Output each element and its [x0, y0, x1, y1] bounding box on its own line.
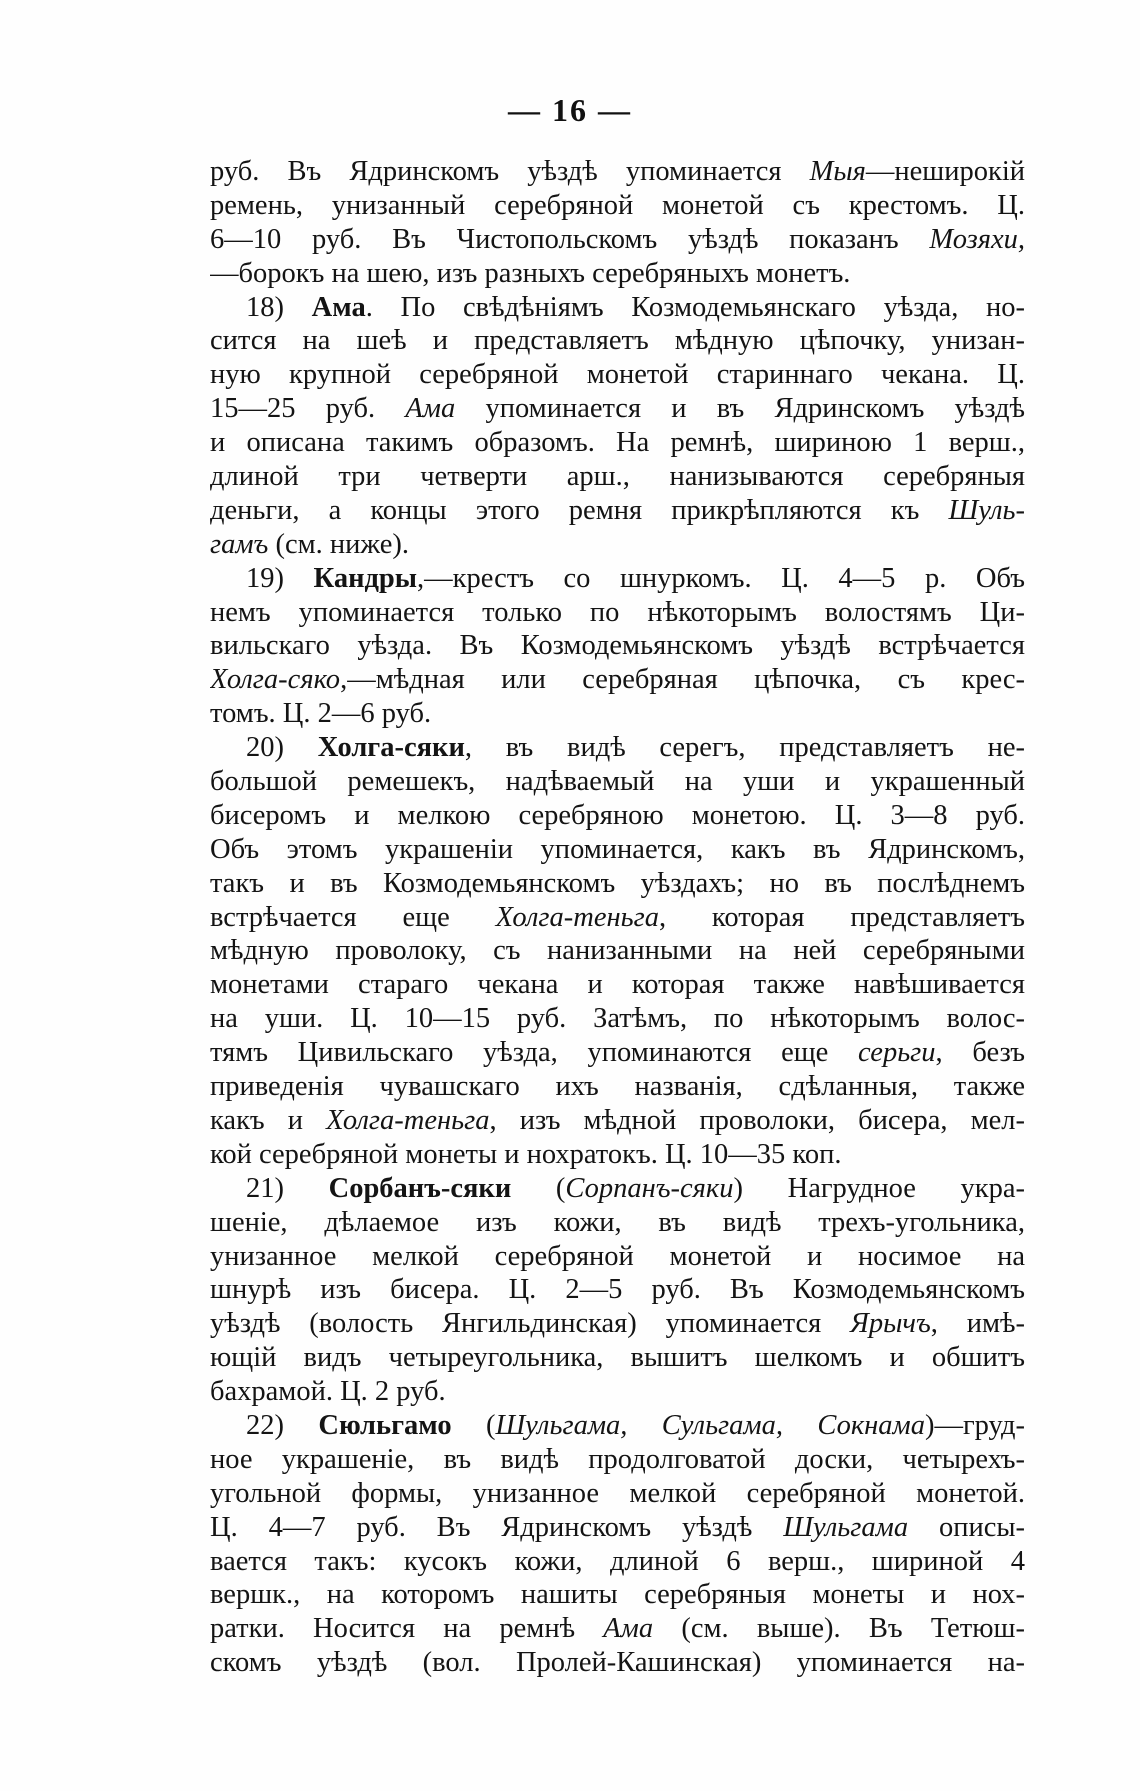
text-run: (	[451, 1409, 496, 1441]
text-line	[210, 1273, 1025, 1307]
text-line	[210, 697, 1025, 731]
text-line	[210, 223, 1025, 257]
text-run: шнурѣ изъ бисера. Ц. 2—5 руб. Въ Козмодемьянскомъ	[210, 1274, 1025, 1306]
text-run: вильскаго уѣзда. Въ Козмодемьянскомъ уѣздѣ встрѣчается	[210, 630, 1025, 662]
text-run: большой ремешекъ, надѣваемый на уши и украшенный	[210, 766, 1025, 798]
text-run: , въ видѣ серегъ, представляетъ не-	[464, 732, 1025, 764]
text-line	[210, 1409, 1025, 1443]
text-run: длиной три четверти арш., нанизываются серебряныя	[210, 461, 1025, 493]
text-line	[210, 528, 1025, 562]
text-run: встрѣчается еще	[210, 901, 496, 933]
text-run: ное украшеніе, въ видѣ продолговатой доски, четырехъ-	[210, 1443, 1025, 1475]
text-line	[210, 799, 1025, 833]
text-run: ) Нагрудное укра-	[733, 1172, 1025, 1204]
text-run: и описана такимъ образомъ. На ремнѣ, шириною 1 верш.,	[210, 427, 1025, 459]
text-line	[210, 1375, 1025, 1409]
text-line	[210, 1206, 1025, 1240]
text-run: сится на шеѣ и представляетъ мѣдную цѣпочку, унизан-	[210, 325, 1025, 357]
text-line	[210, 663, 1025, 697]
text-run: такъ и въ Козмодемьянскомъ уѣздахъ; но въ послѣднемъ	[210, 867, 1025, 899]
text-run: , изъ мѣдной проволоки, бисера, мел-	[489, 1104, 1025, 1136]
italic-term: серьги	[858, 1037, 936, 1069]
text-run: 6—10 руб. Въ Чистопольскомъ уѣздѣ показанъ	[210, 223, 930, 255]
text-run: деньги, а концы этого ремня прикрѣпляются къ	[210, 494, 949, 526]
italic-term: Сорпанъ-сяки	[565, 1172, 734, 1204]
text-run: . По свѣдѣніямъ Козмодемьянскаго уѣзда, но-	[365, 291, 1025, 323]
bold-term: Холга-сяки	[317, 732, 465, 764]
text-line	[210, 1138, 1025, 1172]
italic-term: Шульгама	[783, 1511, 909, 1543]
text-line	[210, 1443, 1025, 1477]
text-run: приведенія чувашскаго ихъ названія, сдѣланныя, также	[210, 1071, 1025, 1103]
text-line	[210, 1240, 1025, 1274]
body-text	[210, 155, 1025, 1680]
text-line	[210, 934, 1025, 968]
text-run: упоминается и въ Ядринскомъ уѣздѣ	[455, 393, 1025, 425]
text-run: монетами стараго чекана и которая также навѣшивается	[210, 969, 1025, 1001]
text-run: 22)	[246, 1409, 319, 1441]
text-line	[210, 324, 1025, 358]
text-line	[210, 358, 1025, 392]
text-run: ,—крестъ со шнуркомъ. Ц. 4—5 р. Объ	[417, 562, 1025, 594]
italic-term: гамъ	[210, 528, 269, 560]
text-line	[210, 1341, 1025, 1375]
text-line	[210, 596, 1025, 630]
italic-term: Холга-теньга	[495, 901, 659, 933]
italic-term: Мозяхи,	[929, 223, 1025, 255]
text-run: —неширокій	[865, 156, 1025, 187]
text-run: вершк., на которомъ нашиты серебряныя монеты и нох-	[210, 1579, 1025, 1611]
text-run: , имѣ-	[930, 1308, 1025, 1340]
text-line	[210, 629, 1025, 663]
text-line	[210, 1612, 1025, 1646]
text-line	[210, 291, 1025, 325]
text-run: тямъ Цивильскаго уѣзда, упоминаются еще	[210, 1037, 859, 1069]
text-run: , которая представляетъ	[658, 901, 1025, 933]
text-run: —борокъ на шею, изъ разныхъ серебряныхъ монетъ.	[210, 257, 851, 289]
text-run: (см. выше). Въ Тетюш-	[653, 1613, 1025, 1645]
text-line	[210, 833, 1025, 867]
text-line	[210, 460, 1025, 494]
text-run: уѣздѣ (волость Янгильдинская) упоминается	[210, 1308, 851, 1340]
italic-term: Холга-теньга	[326, 1104, 490, 1136]
text-line	[210, 494, 1025, 528]
text-run: Ц. 4—7 руб. Въ Ядринскомъ уѣздѣ	[210, 1511, 784, 1543]
text-run: описы-	[908, 1511, 1025, 1543]
bold-term: Кандры	[313, 562, 418, 594]
bold-term: Ама	[311, 291, 366, 323]
text-line	[210, 155, 1025, 189]
italic-term: Холга-сяко	[210, 664, 341, 696]
text-line	[210, 392, 1025, 426]
text-run: кой серебряной монеты и нохратокъ. Ц. 10—35 коп.	[210, 1138, 842, 1170]
text-line	[210, 1036, 1025, 1070]
italic-term: Ярычъ	[850, 1308, 931, 1340]
text-run: 21)	[246, 1172, 329, 1204]
bold-term: Сюльгамо	[318, 1409, 452, 1441]
text-line	[210, 1172, 1025, 1206]
text-run: унизанное мелкой серебряной монетой и носимое на	[210, 1240, 1025, 1272]
page-number: — 16 —	[508, 92, 632, 128]
text-run: 15—25 руб.	[210, 393, 406, 425]
text-line	[210, 901, 1025, 935]
text-line	[210, 1511, 1025, 1545]
text-line	[210, 867, 1025, 901]
italic-term: Ама	[405, 393, 456, 425]
text-line	[210, 1477, 1025, 1511]
text-line	[210, 1646, 1025, 1680]
text-line	[210, 1070, 1025, 1104]
text-run: ную крупной серебряной монетой стариннаго чекана. Ц.	[210, 359, 1025, 391]
text-run: ющій видъ четыреугольника, вышитъ шелкомъ и обшитъ	[210, 1342, 1025, 1374]
text-run: 19)	[246, 562, 314, 594]
text-line	[210, 968, 1025, 1002]
italic-term: Шуль-	[948, 494, 1025, 526]
text-run: томъ. Ц. 2—6 руб.	[210, 698, 432, 730]
text-line	[210, 257, 1025, 291]
text-line	[210, 765, 1025, 799]
text-line	[210, 562, 1025, 596]
text-run: вается такъ: кусокъ кожи, длиной 6 верш., шириной 4	[210, 1545, 1025, 1577]
text-run: скомъ уѣздѣ (вол. Пролей-Кашинская) упоминается на-	[210, 1647, 1025, 1679]
text-run: бисеромъ и мелкою серебряною монетою. Ц. 3—8 руб.	[210, 799, 1025, 831]
text-line	[210, 189, 1025, 223]
text-run: руб. Въ Ядринскомъ уѣздѣ упоминается	[210, 156, 810, 187]
text-line	[210, 731, 1025, 765]
bold-term: Сорбанъ-сяки	[328, 1172, 512, 1204]
italic-term: Ама	[603, 1613, 654, 1645]
text-line	[210, 426, 1025, 460]
text-run: 18)	[246, 291, 312, 323]
text-line	[210, 1104, 1025, 1138]
text-run: (см. ниже).	[268, 528, 409, 560]
text-run: ,—мѣдная или серебряная цѣпочка, съ крес-	[340, 664, 1025, 696]
italic-term: Шульгама, Сульгама, Сокнама	[495, 1409, 925, 1441]
text-run: (	[511, 1172, 566, 1204]
text-line	[210, 1307, 1025, 1341]
text-run: Объ этомъ украшеніи упоминается, какъ въ Ядринскомъ,	[210, 833, 1025, 865]
text-line	[210, 1578, 1025, 1612]
text-run: немъ упоминается только по нѣкоторымъ волостямъ Ци-	[210, 596, 1025, 628]
text-run: бахрамой. Ц. 2 руб.	[210, 1376, 446, 1408]
text-run: ратки. Носится на ремнѣ	[210, 1613, 604, 1645]
italic-term: Мыя	[809, 156, 866, 187]
text-run: 20)	[246, 732, 318, 764]
text-run: угольной формы, унизанное мелкой серебряной монетой.	[210, 1477, 1025, 1509]
text-run: какъ и	[210, 1104, 327, 1136]
text-run: ремень, унизанный серебряной монетой съ крестомъ. Ц.	[210, 189, 1025, 221]
text-line	[210, 1002, 1025, 1036]
text-run: мѣдную проволоку, съ нанизанными на ней серебряными	[210, 935, 1025, 967]
text-run: шеніе, дѣлаемое изъ кожи, въ видѣ трехъ-угольника,	[210, 1206, 1025, 1238]
text-run: )—груд-	[924, 1409, 1025, 1441]
text-run: на уши. Ц. 10—15 руб. Затѣмъ, по нѣкоторымъ волос-	[210, 1003, 1025, 1035]
text-line	[210, 1545, 1025, 1579]
text-run: , безъ	[935, 1037, 1025, 1069]
